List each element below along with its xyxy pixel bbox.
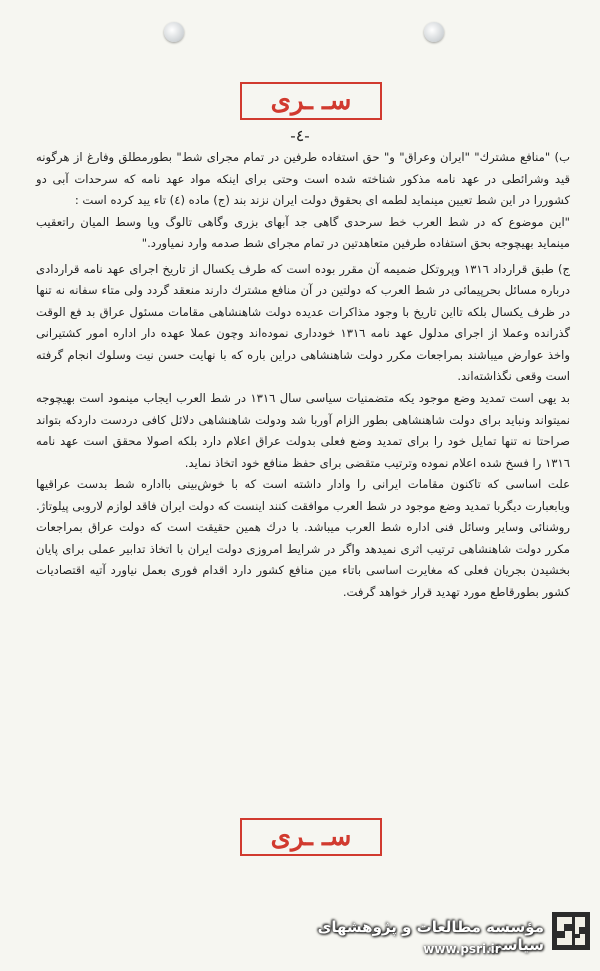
secret-stamp-top: سـ ـرى [240, 82, 382, 120]
institution-url[interactable]: www.psri.ir [423, 942, 501, 956]
punch-hole-left [164, 22, 184, 42]
secret-stamp-bottom: سـ ـرى [240, 818, 382, 856]
paragraph-quote: "اين موضوع كه در شط العرب خط سرحدى گاهى جد آبهاى بزرى وگاهى تالوگ ويا وسط الميان راتعقيب مينمايد بهيچوجه بحق استفاده طرفين متعاهدتين در تمام مجراى شط صدمه وارد نمياورد." [36, 214, 570, 251]
paragraph-reason: علت اساسى كه تاكنون مقامات ايرانى را وادار داشته است كه با خوش‌بينى بااداره شط بدست عراقيها ويابعبارت ديگربا تمديد وضع موجود در شط العرب موافقت كنند اينست كه دولت ايران فاقد لوازم لاروبى پيلوتاژ. روشنائى وساير وسائل فنى اداره شط العرب ميباشد. با درك همين حقيقت است كه دولت عراق بمراجعات مكرر دولت شاهنشاهى ترتيب اثرى نميدهد واگر در شرايط امروزى دولت ايران با اتخاذ تدابير عملى براى پايان بخشيدن بجريان فعلى كه مغايرت اساسى باتاء مين منافع كشور دارد اقدام فورى بعمل نياورد آتيه اقتصاديات كشور بطورقاطع مورد تهديد قرار خواهد گرفت. [36, 477, 570, 599]
paragraph-b: ب) "منافع مشترك" "ايران وعراق" و" حق استفاده طرفين در تمام مجراى شط" بطورمطلق وفارغ از هرگونه قيد وشرائطى در عهد نامه مذكور شناخته شده است وحتى براى اينكه مواد عهد نامه كه سرحدات آبى دو كشوررا در اين شط تعيين مينمايد لطمه اى بحقوق دولت ايران نزند بند (ج) ماده (٤) تاء ييد كرده است : [36, 150, 570, 208]
psri-logo-icon [552, 912, 590, 950]
paragraph-c: ج) طبق قرارداد ١٣١٦ وپروتكل ضميمه آن مقرر بوده است كه طرف يكسال از تاريخ اجراى عهد نامه قراردادى درباره مسائل بحرپيمائى در شط العرب كه دولتين در آن منافع مشترك دارند منعقد گردد ولى متاء سفانه نه تنها در ظرف يكسال بلكه تااين تاريخ با وجود مذاكرات عديده دولت شاهنشاهى مقامات مسئول عراق بد فع الوقت گذرانده وعملا از اجراى مدلول عهد نامه ١٣١٦ خوددارى نموده‌اند وچون عملا عهده دار اداره امور كشتيرانى واخذ عوارض ميباشند بمراجعات مكرر دولت شاهنشاهى دراين باره كه با نهايت حسن نيت وسلوك انجام گرفته است وقعى نگذاشته‌اند. [36, 261, 570, 384]
page-number: -٤- [290, 126, 310, 145]
punch-hole-right [424, 22, 444, 42]
institution-name: مؤسسه مطالعات و پژوهشهای سیاسی [317, 918, 544, 954]
paragraph-extension: بد يهى است تمديد وضع موجود يكه متضمنيات سياسى سال ١٣١٦ در شط العرب ايجاب مينمود است بهيچوجه نميتواند ونبايد براى دولت شاهنشاهى بطور الزام آوربا شد ودولت شاهنشاهى دلائل كافى دردست داردكه بتواند صراحتا نه تنها تمايل خود را براى تمديد وضع فعلى بدولت عراق اعلام دارد بلكه اصولا محقق است عهد نامه ١٣١٦ را فسخ شده اعلام نموده وترتيب متقضى براى حفظ منافع خود اتخاذ نمايد. [36, 391, 570, 470]
document-body [36, 147, 570, 603]
